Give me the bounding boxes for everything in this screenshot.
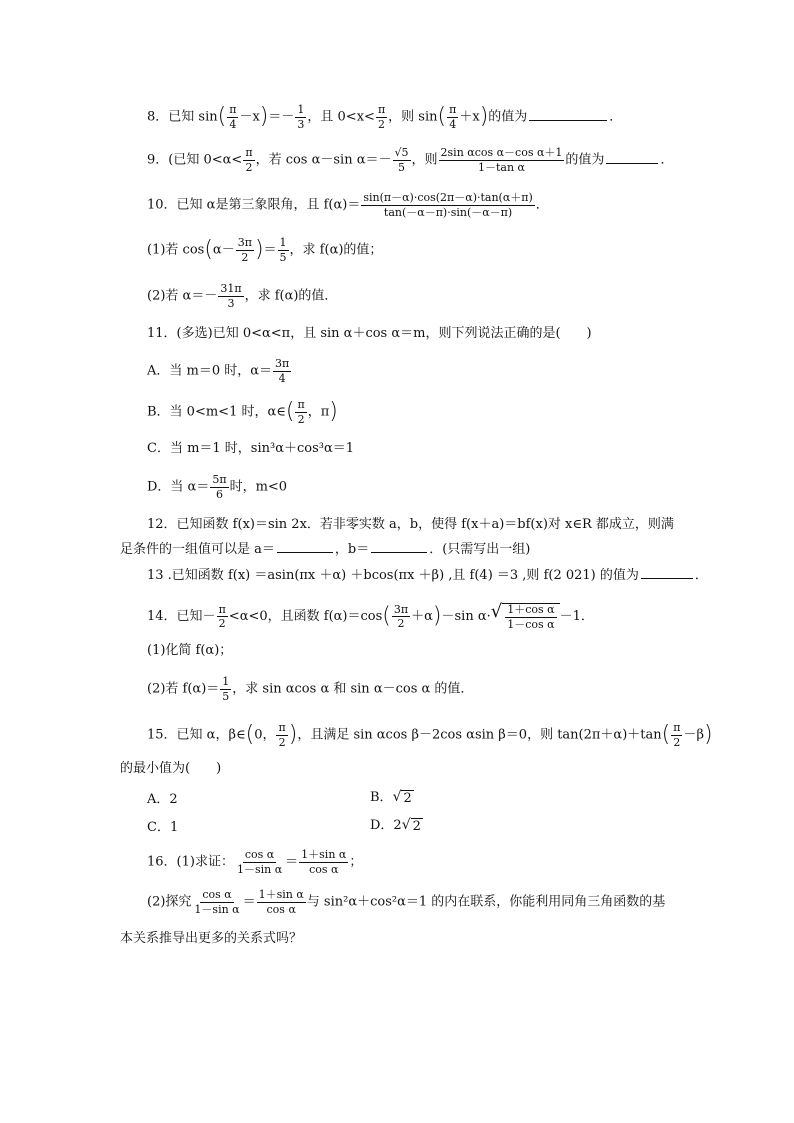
text: ．已知函数 f(x)＝sin 2x．若非零实数 a，b，使得 f(x＋a)＝bf(x)对 x∈R 都成立，则满: [163, 517, 674, 532]
denominator: tan(－α－π)·sin(－α－π): [383, 205, 513, 219]
text: (2)若 α＝－: [147, 288, 218, 304]
text: 足条件的一组值可以是 a＝: [120, 542, 275, 557]
text: D．2: [370, 818, 402, 833]
fraction: [218, 283, 243, 309]
text: ，求 sin αcos α 和 sin α－cos α 的值．: [232, 681, 474, 697]
text: A．2: [147, 792, 178, 807]
text: 0，: [254, 727, 276, 743]
denominator: 5: [222, 689, 230, 703]
problem-16: [147, 849, 362, 875]
text: ，求 f(α)的值．: [244, 288, 338, 304]
square-root: [402, 818, 423, 834]
fraction: [273, 358, 291, 384]
choice-d[interactable]: [370, 814, 423, 834]
problem-number: 12: [147, 517, 164, 532]
problem-10-part-1: [147, 237, 382, 263]
denominator: 1－cos α: [507, 617, 555, 631]
fraction: [295, 104, 306, 130]
text: ＝: [242, 894, 256, 910]
text: B．: [370, 790, 393, 805]
fraction: [217, 604, 228, 630]
choice-d[interactable]: [147, 474, 287, 500]
text: ，π: [307, 404, 330, 420]
text: ，且满足 sin αcos β－2cos αsin β＝0，则 tan(2π＋α)＋tan: [297, 727, 662, 743]
fraction: [276, 722, 287, 748]
text: ＝: [263, 242, 277, 258]
numerator: 1: [279, 236, 287, 249]
text: 时，m<0: [229, 479, 288, 495]
left-paren: (: [217, 104, 227, 130]
denominator: 2: [378, 117, 386, 131]
fraction: [447, 104, 458, 130]
right-paren: ): [259, 104, 269, 130]
answer-blank-b[interactable]: [371, 552, 427, 553]
numerator: sin(π－α)·cos(2π－α)·tan(α＋π): [363, 191, 533, 204]
text: ，且 0<x<: [307, 109, 375, 125]
numerator: 1＋sin α: [258, 888, 304, 901]
text: ＝: [285, 854, 299, 870]
fraction: [671, 722, 682, 748]
denominator: 4: [278, 371, 286, 385]
denominator: 6: [215, 487, 223, 501]
problem-number: 13: [147, 568, 164, 583]
denominator: 3: [227, 296, 235, 310]
text: ，则 sin: [388, 109, 438, 125]
problem-number: 11: [147, 326, 164, 341]
denominator: 1－tan α: [477, 160, 525, 174]
fraction: [220, 676, 231, 702]
numerator: cos α: [244, 848, 275, 861]
text: ，若 cos α－sin α＝－: [255, 152, 392, 168]
text: ．: [535, 197, 549, 213]
numerator: cos α: [202, 888, 232, 901]
numerator: π: [229, 103, 237, 116]
text: ＋α: [411, 609, 433, 625]
numerator: √5: [394, 146, 409, 159]
text: 本关系推导出更多的关系式吗？: [120, 931, 303, 946]
choice-c[interactable]: [147, 442, 354, 455]
fraction: [235, 849, 284, 875]
fraction: [227, 104, 238, 130]
text: ，则: [411, 152, 438, 168]
text: C．1: [147, 820, 179, 835]
text: (2)探究: [147, 894, 192, 910]
numerator: 3π: [393, 602, 409, 616]
problem-number: 10: [147, 197, 164, 213]
fraction: [295, 399, 306, 425]
problem-8: [147, 104, 622, 130]
text: ．(多选)已知 0<α<π，且 sin α＋cos α＝m，则下列说法正确的是( ): [163, 326, 592, 341]
answer-blank-a[interactable]: [277, 552, 333, 553]
text: ．(已知 0<α<: [155, 152, 243, 168]
text: .已知函数 f(x) ＝asin(πx ＋α) ＋bcos(πx ＋β) ,且 f(4) ＝3 ,则 f(2 021) 的值为: [163, 568, 639, 583]
problem-9: [147, 147, 673, 173]
left-paren: (: [285, 399, 295, 425]
numerator: 1: [297, 103, 305, 116]
problem-14-part-2: [147, 676, 473, 702]
text: 的最小值为( ): [120, 761, 222, 776]
fraction: [393, 147, 411, 173]
text: ＋x: [459, 109, 480, 125]
right-paren: ): [479, 104, 489, 130]
choice-c[interactable]: [147, 816, 178, 835]
problem-number: 15: [147, 727, 164, 743]
numerator: π: [218, 602, 226, 616]
text: <α<0，且函数 f(α)＝cos: [228, 609, 383, 625]
problem-14: [147, 603, 594, 630]
numerator: 2sin αcos α－cos α＋1: [440, 146, 563, 159]
text: (2)若 f(α)＝: [147, 681, 220, 697]
text: 与 sin²α＋cos²α＝1 的内在联系，你能利用同角三角函数的基: [306, 894, 666, 910]
denominator: 3: [297, 117, 305, 131]
right-paren: ): [254, 237, 264, 263]
right-paren: ): [704, 722, 713, 748]
fraction: [278, 237, 289, 263]
text: ．(1)求证：: [163, 854, 234, 870]
text: ，b＝: [334, 542, 370, 557]
denominator: 2: [241, 250, 249, 264]
text: ．: [660, 152, 674, 168]
numerator: 1＋sin α: [301, 848, 347, 861]
numerator: π: [673, 721, 681, 734]
numerator: π: [377, 103, 386, 116]
text: 的值为: [565, 152, 605, 168]
text: B．当 0<m<1 时，α∈: [147, 404, 286, 420]
problem-11: [147, 327, 592, 340]
right-paren: ): [329, 399, 338, 425]
text: ．已知 α是第三象限角，且 f(α)＝: [163, 197, 361, 213]
text: A．当 m＝0 时，α＝: [147, 363, 273, 379]
text: －1．: [559, 609, 594, 625]
denominator: cos α: [266, 902, 296, 916]
fraction: [361, 192, 534, 218]
text: ．已知－: [163, 609, 216, 625]
text: ；: [349, 854, 363, 870]
denominator: cos α: [309, 862, 339, 876]
text: －sin α·: [441, 609, 491, 625]
radical-sign: √: [490, 601, 503, 622]
text: －x: [239, 109, 260, 125]
problem-13: [147, 569, 708, 582]
fraction: [439, 147, 565, 173]
right-paren: ): [288, 722, 298, 748]
left-paren: (: [661, 722, 671, 748]
text: 的值为: [488, 109, 528, 125]
denominator: 4: [229, 117, 237, 131]
problem-number: 8: [147, 109, 156, 125]
numerator: 3π: [237, 236, 252, 249]
radical-sign: √: [392, 788, 402, 805]
denominator: 2: [297, 412, 305, 426]
problem-14-part-1: [147, 644, 232, 657]
left-paren: (: [245, 722, 255, 748]
problem-number: 16: [147, 854, 164, 870]
text: (1)若 cos: [147, 242, 205, 258]
denominator: 5: [279, 250, 287, 264]
text: C．当 m＝1 时，sin³α＋cos³α＝1: [147, 441, 355, 456]
numerator: 1＋cos α: [507, 603, 555, 616]
right-paren: ): [432, 603, 442, 629]
problem-number: 9: [147, 152, 156, 168]
fraction: [505, 604, 556, 630]
problem-16-part-2: [147, 889, 665, 915]
text: ．(只需写出一组): [429, 542, 531, 557]
denominator: 2: [245, 160, 253, 174]
text: ．: [609, 109, 623, 125]
numerator: 3π: [275, 357, 290, 370]
problem-15: [147, 722, 713, 748]
numerator: π: [278, 721, 286, 734]
denominator: 2: [673, 735, 681, 749]
text: ＝－: [268, 109, 295, 125]
text: (1)化简 f(α)；: [147, 643, 233, 658]
left-paren: (: [204, 237, 213, 263]
text: ，求 f(α)的值；: [289, 242, 383, 258]
answer-blank[interactable]: [641, 578, 693, 579]
numerator: 31π: [220, 282, 242, 295]
fraction: [243, 147, 254, 173]
left-paren: (: [437, 104, 447, 130]
left-paren: (: [382, 603, 391, 629]
problem-12: [147, 518, 674, 531]
denominator: 4: [449, 117, 457, 131]
fraction: [257, 889, 306, 915]
denominator: 5: [398, 160, 405, 174]
denominator: 2: [218, 617, 226, 631]
denominator: 1－sin α: [194, 902, 240, 916]
text: ．已知 sin: [155, 109, 218, 125]
choice-a[interactable]: [147, 788, 178, 807]
radicand: 2: [403, 790, 412, 806]
fraction: [376, 104, 387, 130]
numerator: π: [449, 103, 457, 116]
numerator: 1: [222, 675, 230, 688]
text: ．: [694, 568, 708, 583]
fraction: [210, 474, 228, 500]
problem-number: 14: [147, 609, 164, 625]
radicand: 2: [412, 818, 421, 834]
denominator: 1－sin α: [236, 862, 283, 876]
text: －β: [683, 727, 704, 743]
text: D．当 α＝: [147, 479, 210, 495]
problem-15-line-2: [120, 762, 221, 775]
problem-16-line-3: [120, 932, 302, 945]
square-root: [491, 603, 560, 630]
choice-b[interactable]: [147, 399, 338, 425]
answer-blank[interactable]: [606, 163, 658, 164]
problem-10-part-2: [147, 283, 337, 309]
radical-sign: √: [401, 816, 411, 833]
answer-blank[interactable]: [529, 120, 607, 121]
numerator: π: [297, 398, 305, 411]
square-root: [393, 790, 414, 806]
choice-a[interactable]: [147, 358, 292, 384]
numerator: 5π: [212, 473, 227, 486]
numerator: π: [245, 146, 253, 159]
text: ．已知 α，β∈: [163, 727, 246, 743]
fraction: [299, 849, 348, 875]
fraction: [236, 237, 254, 263]
choice-b[interactable]: [370, 786, 414, 806]
text: α－: [212, 242, 235, 258]
denominator: 2: [278, 735, 286, 749]
problem-10: [147, 192, 549, 218]
problem-12-line-2: [120, 543, 530, 556]
fraction: [392, 604, 410, 630]
denominator: 2: [397, 617, 405, 631]
fraction: [192, 889, 241, 915]
